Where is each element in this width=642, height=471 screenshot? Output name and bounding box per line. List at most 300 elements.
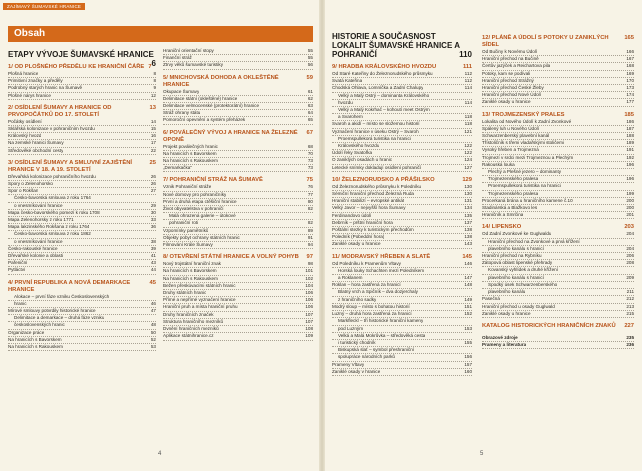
- toc-entry-page: 187: [626, 125, 634, 131]
- toc-entry-page: 118: [464, 114, 472, 120]
- toc-entry-title: Od Poledníku k Pramenům Vltavy: [332, 260, 401, 266]
- toc-entry-page: 30: [150, 209, 156, 215]
- toc-entry: [482, 162, 634, 169]
- toc-entry-page: 26: [150, 181, 156, 187]
- toc-entry-page: 104: [305, 282, 313, 288]
- toc-chapter-heading: [482, 112, 634, 119]
- toc-entry-title: Velká a Malá Mokrůvka – středověká cesta: [338, 332, 426, 338]
- toc-entry-title: Hraniční přechod na Bučině: [482, 56, 539, 62]
- toc-entry-title: pohraniční roti: [169, 220, 199, 226]
- toc-entry-title: Trojmezenského pralesa: [488, 176, 539, 182]
- toc-entry-page: 63: [307, 103, 313, 109]
- toc-entry-title: Stadinárská a Blažkovo les: [482, 205, 538, 211]
- toc-entry-title: Dřevařské kolonie a oblasti: [8, 253, 64, 259]
- toc-entry: [8, 239, 156, 246]
- toc-entry: [163, 55, 313, 62]
- toc-entry: [332, 114, 472, 121]
- toc-entry: [332, 129, 472, 136]
- toc-entry-title: Biskupská slať – symbol přeshraniční: [338, 347, 415, 353]
- toc-entry: [482, 147, 634, 154]
- toc-chapter-page: 59: [306, 74, 313, 81]
- toc-entry: [163, 184, 313, 191]
- toc-entry-page: 204: [626, 231, 634, 237]
- toc-entry-title: Primitivní značky a předěly: [8, 78, 63, 84]
- toc-entry-page: 43: [150, 260, 156, 266]
- toc-entry-title: Na hranicích s Rakouskem: [163, 275, 218, 281]
- toc-entry-title: Hraniční stabilizí – evropské antikát: [332, 198, 405, 204]
- toc-entry: [163, 242, 313, 249]
- toc-entry-title: Spodký úsek Schwarzenberského: [488, 281, 558, 287]
- toc-entry-page: 41: [150, 253, 156, 259]
- toc-entry-page: 53: [150, 344, 156, 350]
- toc-entry-title: plavebního kanálu: [488, 289, 526, 295]
- toc-entry-title: Ztrvy věků šumavské turistiky: [163, 62, 223, 68]
- toc-entry: [332, 282, 472, 289]
- toc-chapter-title: 5/ MNICHOVSKÁ DOHODA A OKLEŠTĚNÉ HRANICE: [163, 74, 279, 88]
- toc-entry: [8, 231, 156, 238]
- toc-entry: [332, 143, 472, 150]
- toc-chapter-heading: [8, 280, 156, 294]
- toc-chapter-title: 3/ OSÍDLENÍ ŠUMAVY A SMLUVNÍ ZAJIŠTĚNÍ HRANICE V 18. A 19. STOLETÍ: [8, 159, 133, 173]
- toc-entry-title: Kovanský vyhlídek a druhé křížení: [488, 267, 558, 273]
- toc-entry: [163, 96, 313, 103]
- toc-entry: [8, 330, 156, 337]
- toc-entry-page: 215: [626, 310, 634, 316]
- toc-chapter-heading: [332, 177, 472, 184]
- toc-column-2: [163, 48, 313, 341]
- toc-entry: [482, 99, 634, 106]
- toc-chapter-page: 45: [149, 279, 156, 286]
- toc-entry-page: 177: [626, 99, 634, 105]
- toc-entry-page: 196: [626, 161, 634, 167]
- toc-entry-title: hvozdu: [338, 99, 353, 105]
- toc-entry: [482, 126, 634, 133]
- toc-entry-page: 122: [464, 143, 472, 149]
- toc-entry-page: 106: [305, 290, 313, 296]
- toc-entry-page: 127: [464, 164, 472, 170]
- toc-chapter-heading: [163, 254, 313, 261]
- toc-chapter-title: 1/ OD PLOŠNÉHO PŘEDĚLU KE HRANIČNÍ ČÁŘE: [8, 64, 145, 70]
- toc-entry: [163, 333, 313, 340]
- toc-entry-page: 36: [150, 224, 156, 230]
- toc-entry-page: 73: [307, 165, 313, 171]
- toc-entry-page: 46: [150, 300, 156, 306]
- toc-entry: [332, 78, 472, 85]
- toc-entry: [332, 261, 472, 268]
- toc-entry-page: 27: [150, 188, 156, 194]
- toc-entry: [332, 362, 472, 369]
- toc-part-heading: [332, 32, 472, 59]
- toc-entry-title: Schwarzenberský plavební kanál: [482, 133, 550, 139]
- toc-entry-page: 106: [305, 304, 313, 310]
- toc-entry-title: Pytláctví: [8, 267, 26, 273]
- toc-entry: [163, 89, 313, 96]
- toc-part-page: 6: [151, 59, 156, 68]
- toc-entry-title: Horská louky Schachten mezi Poledníkem: [338, 267, 425, 273]
- toc-entry: [482, 119, 634, 126]
- toc-entry-title: Hraniční přechod u osady Guglwald: [482, 303, 555, 309]
- toc-entry: [332, 241, 472, 248]
- toc-entry: [163, 268, 313, 275]
- toc-entry-title: Hraničník a Smrčina: [482, 212, 524, 218]
- toc-entry-title: Obrazové zdroje: [482, 334, 518, 340]
- toc-entry: [482, 275, 634, 282]
- toc-entry: [482, 231, 634, 238]
- toc-entry: [482, 176, 634, 183]
- toc-entry-page: 122: [464, 150, 472, 156]
- toc-chapter-heading: [482, 35, 634, 49]
- toc-entry-title: Česko-bavorská smlouva z roku 1862: [14, 231, 91, 237]
- toc-entry-title: Chodská Ohlava, Lomníčka a Zadní Chalupy: [332, 85, 424, 91]
- toc-entry-page: 8: [153, 71, 156, 76]
- toc-entry: [163, 304, 313, 311]
- toc-entry-title: „Demarkačka": [163, 165, 192, 171]
- toc-chapter-page: 7: [148, 64, 152, 70]
- toc-chapter-title: 8/ OTEVŘENÍ STÁTNÍ HRANICE A VOLNÝ POHYB: [163, 254, 299, 261]
- toc-entry-page: 170: [626, 77, 634, 83]
- toc-entry: [332, 297, 472, 304]
- toc-entry-title: Hraniční orientační stopy: [163, 48, 214, 53]
- toc-entry: [8, 203, 156, 210]
- toc-entry-title: Čertův jazýček a Reichartova pila: [482, 63, 551, 69]
- toc-entry-page: 12: [150, 92, 156, 98]
- toc-entry-title: Finanční stráž: [163, 55, 192, 61]
- page-number-left: 4: [158, 451, 162, 457]
- toc-entry-page: 94: [307, 242, 313, 248]
- toc-entry-page: 191: [626, 147, 634, 153]
- toc-entry: [332, 268, 472, 275]
- toc-chapter-page: 203: [624, 224, 634, 231]
- toc-chapter-heading: [163, 130, 313, 144]
- toc-entry-page: 65: [307, 117, 313, 123]
- toc-entry: [482, 304, 634, 311]
- toc-entry: [163, 283, 313, 290]
- contents-title-bar: Obsah: [8, 26, 313, 42]
- header-tag: ZAJÍMAVÝ ŠUMAVSKÉ HRANICE: [3, 3, 85, 10]
- toc-entry-title: Sémiční hraniční přechod Železná Ruda: [332, 191, 414, 197]
- toc-entry-title: Malá ohrazená galerie – útokové: [169, 213, 236, 219]
- toc-entry-title: Poštální stezky k turistickým přechodům: [332, 227, 414, 233]
- toc-entry-title: Roklan – hora zastřená za hranicí: [332, 282, 401, 288]
- toc-entry: [8, 140, 156, 147]
- toc-entry-title: Objekty pobyt ochrany státních hranic: [163, 234, 240, 240]
- toc-entry: [332, 71, 472, 78]
- toc-entry-title: Hraniční pruh a místa hraniční pruhu: [163, 304, 238, 310]
- toc-entry-title: Hraniční přechod Strážný: [482, 77, 534, 83]
- toc-entry-page: 153: [464, 325, 472, 331]
- toc-entry-page: 137: [464, 219, 472, 225]
- toc-entry: [332, 198, 472, 205]
- toc-entry-title: Druhy hraničních značek: [163, 311, 214, 317]
- toc-entry-page: 201: [626, 212, 634, 218]
- toc-entry-page: 61: [307, 88, 313, 94]
- toc-entry-page: 157: [464, 361, 472, 367]
- toc-entry-title: Od Staré Kateřiny do Železnorudského průsmyku: [332, 71, 433, 76]
- toc-entry: [163, 297, 313, 304]
- toc-entry: [8, 85, 156, 92]
- toc-entry-title: Zaniklé osady u hranice: [482, 310, 531, 316]
- toc-entry-title: Delimitace velmocenské (protektorátní) hranice: [163, 103, 259, 109]
- toc-entry-page: 134: [464, 205, 472, 211]
- toc-entry-page: 82: [307, 220, 313, 226]
- toc-entry-page: 52: [150, 336, 156, 342]
- toc-chapter-page: 25: [149, 159, 156, 166]
- toc-entry-title: Poledník (Pobeddní hora): [332, 234, 385, 240]
- toc-chapter-page: 13: [149, 104, 156, 111]
- toc-entry-page: 168: [626, 63, 634, 69]
- toc-entry: [8, 308, 156, 315]
- toc-chapter-heading: [482, 224, 634, 231]
- toc-entry-title: Pomoroční opevnění a systém přeházek: [163, 117, 246, 123]
- toc-entry-page: 55: [307, 48, 313, 53]
- toc-chapter-page: 165: [624, 35, 634, 41]
- toc-entry-page: 192: [626, 154, 634, 160]
- toc-entry: [163, 235, 313, 242]
- toc-entry-page: 189: [626, 140, 634, 146]
- toc-entry-page: 38: [150, 238, 156, 244]
- toc-entry-page: 109: [305, 333, 313, 339]
- toc-entry-page: 151: [464, 303, 472, 309]
- toc-entry-title: Na zemské hranici Šumavy: [8, 140, 64, 146]
- toc-entry-page: 9: [153, 85, 156, 91]
- toc-entry-page: 50: [150, 329, 156, 335]
- toc-entry: [8, 217, 156, 224]
- toc-entry: [482, 267, 634, 274]
- toc-entry-title: Trojmezenského pralesa: [488, 190, 539, 196]
- toc-entry-title: Vysoký hřeben a Trojmezná: [482, 147, 539, 153]
- toc-entry-title: Letecké snímky dokladují osídlení pohraničí: [332, 164, 422, 170]
- toc-entry-title: Vzpomínky pamětníků: [163, 227, 209, 233]
- toc-entry: [8, 188, 156, 195]
- toc-entry-title: Středověké obchodní cesty: [8, 147, 64, 153]
- toc-chapter-title: 12/ PLÁNĚ A ÚDOLÍ S POTOKY U ZANIKLÝCH SÍDEL: [482, 35, 609, 48]
- toc-entry: [8, 224, 156, 231]
- toc-entry-title: Svatá Kateřina: [332, 78, 363, 84]
- toc-entry-page: 56: [307, 62, 313, 68]
- toc-chapter-page: 97: [306, 254, 313, 261]
- toc-entry: [482, 71, 634, 78]
- toc-chapter-page: 145: [462, 253, 472, 260]
- toc-entry: [482, 198, 634, 205]
- toc-entry-title: Na hranicích s Bavorskem: [8, 336, 62, 342]
- toc-entry-page: 211: [626, 289, 634, 295]
- toc-entry-page: 114: [464, 99, 472, 105]
- toc-entry-title: a Svarohem: [338, 114, 363, 120]
- toc-entry-page: 16: [150, 133, 156, 139]
- toc-entry-title: Blatný vrch a Spičník – dva dozjerchaly: [338, 289, 418, 295]
- toc-entry: [163, 220, 313, 227]
- toc-entry: [332, 227, 472, 234]
- toc-entry-page: 77: [307, 191, 313, 197]
- toc-entry: [163, 144, 313, 151]
- toc-entry-title: Filmování Krále Šumavy: [163, 242, 213, 248]
- toc-entry-title: Podrobný starých hranic na Šumavě: [8, 85, 83, 91]
- toc-part-title: ETAPY VÝVOJE ŠUMAVSKÉ HRANICE: [8, 50, 154, 59]
- toc-entry-page: 112: [464, 71, 472, 76]
- toc-entry-page: 131: [464, 198, 472, 204]
- toc-chapter-title: 10/ ŽELEZNORUDSKO A PŘÁŠILSKO: [332, 176, 435, 183]
- toc-chapter-page: 227: [624, 322, 634, 329]
- toc-entry-title: Na hranicích s Bavorskem: [163, 150, 217, 156]
- toc-entry-title: plavebního kanálu s hranicí: [488, 274, 544, 280]
- toc-entry-page: 68: [307, 143, 313, 149]
- toc-entry-page: 39: [150, 245, 156, 251]
- toc-entry-title: Vznik Pohraniční stráže: [163, 184, 212, 190]
- toc-entry-page: 235: [626, 334, 634, 340]
- toc-entry: [8, 260, 156, 267]
- toc-entry-page: 138: [464, 234, 472, 240]
- toc-entry-title: Bežen přeskúvacími státních hranic: [163, 282, 236, 288]
- toc-entry-page: 146: [464, 260, 472, 266]
- toc-entry-title: i turistický chodník: [338, 339, 376, 345]
- toc-chapter-heading: [8, 64, 156, 71]
- toc-entry-title: Delimitace a demarkace – druhá fáze vzniku: [14, 315, 105, 321]
- toc-entry-page: 26: [150, 173, 156, 179]
- toc-entry-title: Trojmezí v srdci mezi Trojmeznou a Plechým: [482, 154, 574, 160]
- toc-entry-title: Svaroh a akidí – místo se složemou historií: [332, 121, 420, 127]
- toc-entry: [332, 136, 472, 143]
- toc-entry: [8, 253, 156, 260]
- toc-entry: [163, 48, 313, 55]
- toc-entry-title: Modrý sloup – místo s bohatou historií: [332, 303, 410, 309]
- toc-entry-page: 135: [464, 212, 472, 218]
- toc-entry: [332, 107, 472, 114]
- toc-entry: [482, 260, 634, 267]
- toc-entry: [8, 267, 156, 274]
- toc-entry-title: Ferdinandovo údolí: [332, 212, 372, 218]
- toc-entry-title: Přímé a nepřímé vyznačení hranice: [163, 297, 236, 303]
- toc-entry-page: 166: [626, 49, 634, 54]
- toc-chapter-title: 2/ OSÍDLENÍ ŠUMAVY A HRANICE OD PRVOPOČÁTKŮ DO 17. STOLETÍ: [8, 104, 112, 118]
- toc-entry-title: Hraniční přechod na Rybníku: [482, 253, 542, 259]
- toc-column-3: [332, 30, 472, 376]
- toc-entry-page: 152: [464, 311, 472, 317]
- toc-entry-title: plavebního kanálu s hranicí: [488, 245, 544, 251]
- toc-entry: [482, 169, 634, 176]
- toc-entry-page: 138: [464, 227, 472, 233]
- toc-entry: [332, 326, 472, 333]
- toc-entry: [482, 212, 634, 219]
- toc-entry: [332, 205, 472, 212]
- toc-chapter-heading: [163, 177, 313, 184]
- toc-entry: [482, 155, 634, 162]
- toc-chapter-heading: [8, 160, 156, 174]
- toc-entry: [482, 246, 634, 253]
- toc-entry-page: 22: [150, 147, 156, 153]
- toc-chapter-heading: [332, 254, 472, 261]
- toc-entry: [332, 93, 472, 100]
- toc-entry-title: a Roklanem: [338, 275, 363, 281]
- toc-entry-page: 167: [626, 56, 634, 62]
- toc-entry: [163, 158, 313, 165]
- toc-entry-page: 149: [464, 296, 472, 302]
- toc-entry-title: Zaniklé osady v hranice: [332, 368, 381, 374]
- toc-entry-page: 155: [464, 339, 472, 345]
- toc-entry: [482, 56, 634, 63]
- toc-column-4: [482, 30, 634, 349]
- toc-entry-title: Struktura hraničního mezníků: [163, 318, 224, 324]
- toc-entry-page: 206: [626, 253, 634, 259]
- toc-entry-page: 196: [626, 176, 634, 182]
- book-spine: [319, 0, 325, 471]
- toc-entry-title: Zaniklé osady u hranice: [482, 99, 531, 105]
- toc-entry: [332, 220, 472, 227]
- toc-entry-title: Spor o Rokšan: [8, 188, 39, 194]
- toc-entry: [482, 183, 634, 190]
- toc-entry-title: Na hranicích s Rakouskem: [8, 344, 63, 350]
- toc-chapter-title: 14/ LIPENSKO: [482, 224, 522, 231]
- toc-entry: [163, 276, 313, 283]
- toc-entry: [163, 151, 313, 158]
- toc-entry-title: Projekt poválečných hranic: [163, 143, 218, 149]
- toc-entry-title: Velký a Malý Kokrhač – kohoutí meet Ostrým: [338, 107, 430, 113]
- toc-entry-page: 15: [150, 126, 156, 132]
- toc-chapter-title: 11/ MODRAVSKÝ HŘEBEN A SLATĚ: [332, 253, 431, 260]
- toc-entry-title: O zaniklých osadách u hranic: [332, 157, 393, 163]
- toc-entry-title: Třístoličník s třemi vladařskými stoličemi: [482, 140, 564, 146]
- toc-entry-title: Dřevařská kolonizace pohraničního hvozdu: [8, 173, 96, 179]
- toc-entry-page: 48: [150, 322, 156, 328]
- toc-entry-page: 114: [464, 85, 472, 91]
- toc-entry: [482, 296, 634, 303]
- toc-entry: [8, 322, 156, 329]
- toc-entry-page: 55: [307, 55, 313, 61]
- toc-entry: [332, 234, 472, 241]
- toc-entry-title: Spálený luh u Nového Údolí: [482, 125, 539, 131]
- toc-entry: [8, 93, 156, 100]
- toc-entry: [163, 326, 313, 333]
- toc-entry-title: Okupace Šumavy: [163, 88, 200, 94]
- toc-entry-title: Česko-rakouské hranice: [8, 245, 58, 251]
- toc-chapter-page: 129: [462, 176, 472, 183]
- toc-chapter-heading: [332, 64, 472, 71]
- toc-entry-title: Druhy státních hranic: [163, 290, 207, 296]
- toc-entry-page: 173: [626, 85, 634, 91]
- toc-entry: [8, 148, 156, 155]
- toc-entry-title: Proemspullekorá turistika na hranici: [488, 183, 561, 189]
- toc-entry-title: Plošné nárys hranice: [8, 92, 51, 98]
- toc-chapter-title: 7/ POHRANIČNÍ STRÁŽ NA ŠUMAVĚ: [163, 177, 263, 184]
- toc-entry-page: 199: [626, 190, 634, 196]
- toc-entry-page: 236: [626, 342, 634, 348]
- toc-entry-title: Velký a Malý Ostrý – dominanta Královského: [338, 92, 430, 98]
- toc-entry: [163, 165, 313, 172]
- toc-chapter-page: 67: [306, 129, 313, 136]
- toc-entry-title: Královský hvozd: [8, 133, 42, 139]
- toc-entry-page: 91: [307, 234, 313, 240]
- toc-entry: [8, 126, 156, 133]
- toc-entry-page: 108: [305, 326, 313, 332]
- toc-entry: [332, 191, 472, 198]
- toc-entry-page: 107: [305, 311, 313, 317]
- toc-entry-title: Dvnění hraničních mezníků: [163, 326, 219, 332]
- toc-entry-title: Mapa lakzinského Rokšana z roku 1764: [8, 224, 90, 230]
- toc-entry: [8, 294, 156, 301]
- toc-entry: [482, 253, 634, 260]
- toc-entry: [163, 103, 313, 110]
- toc-entry: [163, 228, 313, 235]
- toc-entry-title: o vnesmíkování hranice: [14, 202, 63, 208]
- toc-entry-page: 76: [307, 184, 313, 190]
- toc-entry-title: Na hranicích s Rakouskem: [163, 158, 218, 164]
- toc-chapter-page: 185: [624, 111, 634, 118]
- toc-entry: [332, 304, 472, 311]
- toc-entry: [163, 110, 313, 117]
- toc-entry-title: Od Železnorudského průsmyku k Poledníku: [332, 183, 422, 189]
- toc-entry-title: Královského hvozdu: [338, 143, 380, 149]
- toc-entry-page: 143: [464, 241, 472, 247]
- toc-entry: [332, 354, 472, 361]
